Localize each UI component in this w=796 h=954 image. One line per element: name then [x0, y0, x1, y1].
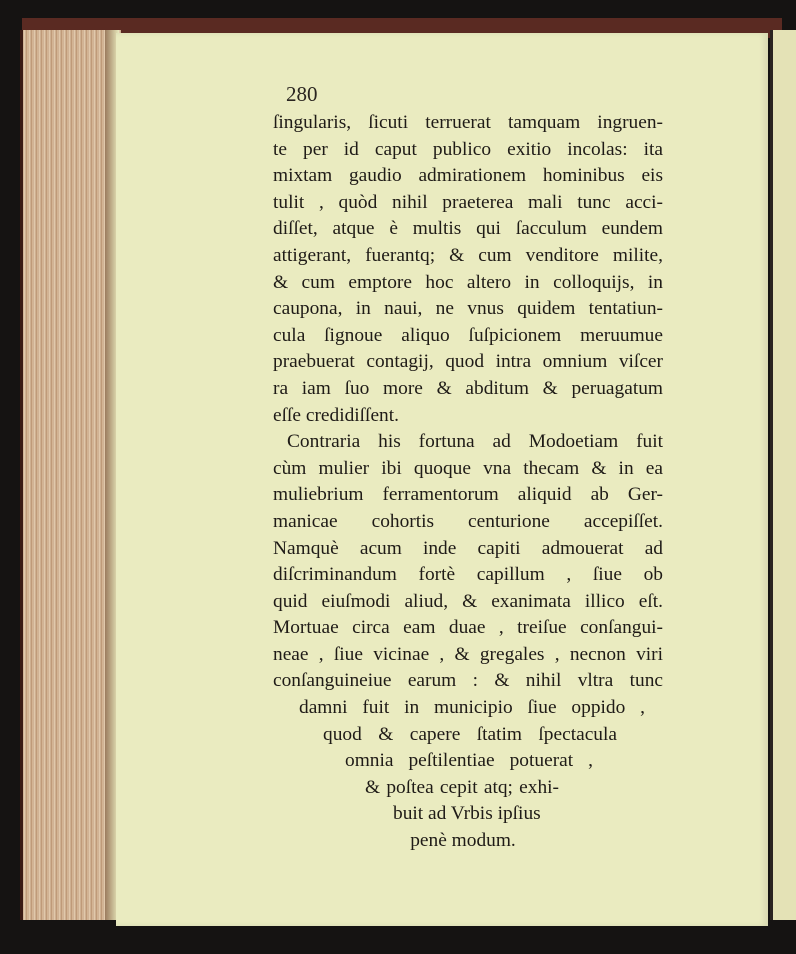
- text-line: cula ſignoue aliquo ſuſpicionem meruumue: [273, 324, 663, 346]
- text-line: Contraria his fortuna ad Modoetiam fuit: [287, 431, 663, 453]
- text-line: tulit , quòd nihil praeterea mali tunc acci-: [273, 191, 663, 213]
- text-line: praebuerat contagij, quod intra omnium viſcer: [273, 351, 663, 373]
- text-line: diſcriminandum fortè capillum , ſiue ob: [273, 564, 663, 586]
- text-line: conſanguineiue earum : & nihil vltra tunc: [273, 670, 663, 692]
- text-line: penè modum.: [410, 830, 516, 852]
- body-text: [273, 110, 663, 855]
- text-line: & poſtea cepit atq; exhi-: [365, 776, 559, 798]
- text-line: muliebrium ferramentorum aliquid ab Ger-: [273, 484, 663, 506]
- facing-page-edge: [770, 30, 796, 920]
- text-line: ſingularis, ſicuti terruerat tamquam ingruen-: [273, 112, 663, 133]
- text-line: mixtam gaudio admirationem hominibus eis: [273, 165, 663, 187]
- text-line: quod & capere ſtatim ſpectacula: [323, 723, 617, 745]
- text-line: Namquè acum inde capiti admouerat ad: [273, 537, 663, 559]
- text-line: quid eiuſmodi aliud, & exanimata illico eſt.: [273, 590, 663, 612]
- text-line: attigerant, fuerantq; & cum venditore milite,: [273, 244, 663, 266]
- text-line: caupona, in naui, ne vnus quidem tentatiun-: [273, 298, 663, 320]
- text-line: omnia peſtilentiae potuerat ,: [345, 750, 593, 772]
- text-line: eſſe credidiſſent.: [273, 404, 399, 426]
- text-line: cùm mulier ibi quoque vna thecam & in ea: [273, 457, 663, 479]
- text-line: damni fuit in municipio ſiue oppido ,: [299, 697, 645, 719]
- text-line: te per id caput publico exitio incolas: ita: [273, 138, 663, 160]
- text-line: buit ad Vrbis ipſius: [393, 803, 541, 825]
- page-number: 280: [286, 82, 318, 106]
- text-line: neae , ſiue vicinae , & gregales , necnon viri: [273, 643, 663, 665]
- text-line: & cum emptore hoc altero in colloquijs, in: [273, 271, 663, 293]
- text-line: manicae cohortis centurione accepiſſet.: [273, 510, 663, 532]
- text-line: diſſet, atque è multis qui ſacculum eundem: [273, 218, 663, 240]
- text-line: ra iam ſuo more & abditum & peruagatum: [273, 377, 663, 399]
- text-line: Mortuae circa eam duae , treiſue conſangui-: [273, 617, 663, 639]
